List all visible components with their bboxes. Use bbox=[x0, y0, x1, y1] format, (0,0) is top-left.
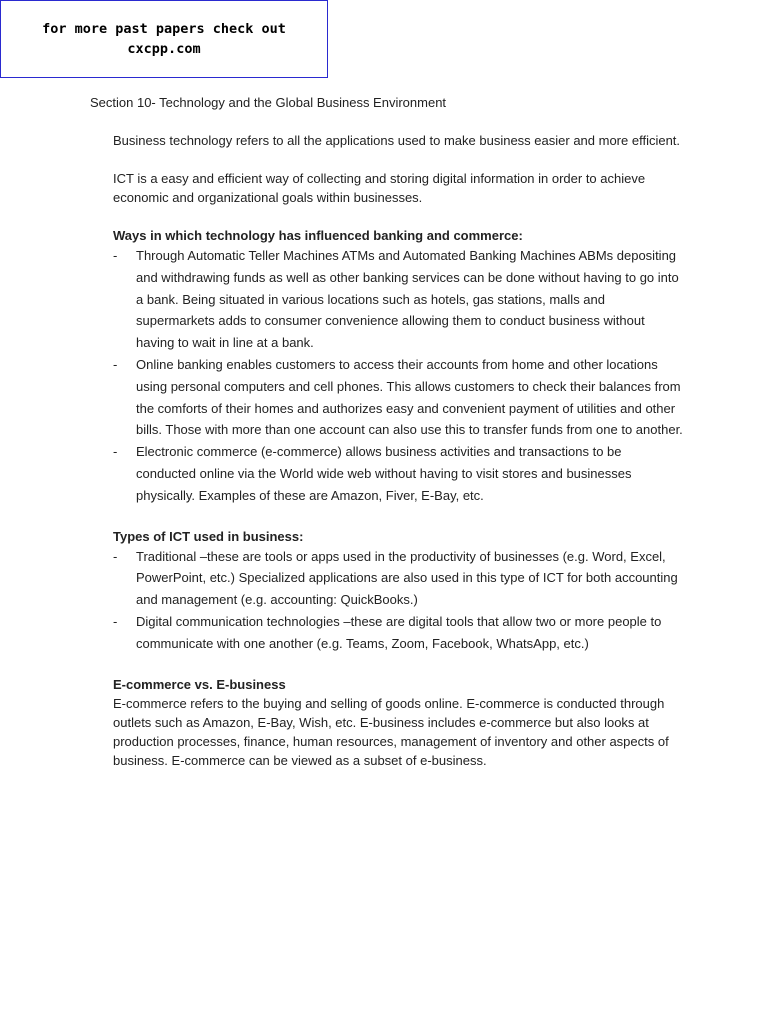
bullet-dash: - bbox=[113, 548, 118, 564]
intro-paragraph-1: Business technology refers to all the applications used to make business easier and more efficient. bbox=[113, 133, 681, 148]
list-item-text: Traditional –these are tools or apps used in the productivity of businesses (e.g. Word, Excel, PowerPoint, etc.) Specialized applications are also used in this type of ICT for both accounting and management (e.g. accounting: QuickBooks.) bbox=[136, 548, 678, 608]
bullet-dash: - bbox=[113, 356, 118, 372]
bullet-dash: - bbox=[113, 613, 118, 629]
intro-paragraph-2: ICT is a easy and efficient way of collecting and storing digital information in order to achieve economic and organizational goals within businesses. bbox=[113, 171, 646, 205]
banking-list bbox=[113, 245, 683, 507]
promo-link[interactable]: cxcpp.com bbox=[127, 41, 201, 57]
document-body bbox=[113, 131, 683, 770]
list-item bbox=[113, 441, 683, 506]
banking-heading: Ways in which technology has influenced banking and commerce: bbox=[113, 228, 523, 243]
section-title: Section 10- Technology and the Global Business Environment bbox=[90, 95, 447, 110]
bullet-dash: - bbox=[113, 248, 118, 263]
bullet-dash: - bbox=[113, 444, 118, 460]
promo-line-1: for more past papers check out bbox=[42, 21, 286, 37]
list-item-text: Online banking enables customers to access their accounts from home and other locations using personal computers and cell phones. This allows customers to check their balances from the comforts of their homes and authorizes easy and convenient payment of utilities and other bills. Those with more than one account can also use this to transfer funds from one to another. bbox=[136, 356, 683, 438]
list-item bbox=[113, 245, 683, 354]
list-item bbox=[113, 354, 683, 441]
list-item bbox=[113, 611, 683, 655]
promo-banner bbox=[0, 0, 328, 78]
list-item-text: Digital communication technologies –these are digital tools that allow two or more people to communicate with one another (e.g. Teams, Zoom, Facebook, WhatsApp, etc.) bbox=[136, 613, 662, 651]
list-item bbox=[113, 546, 683, 611]
ict-types-list bbox=[113, 546, 683, 655]
ecommerce-heading: E-commerce vs. E-business bbox=[113, 676, 286, 692]
ict-types-heading: Types of ICT used in business: bbox=[113, 528, 304, 544]
list-item-text: Electronic commerce (e-commerce) allows business activities and transactions to be conducted online via the World wide web without having to visit stores and businesses physically. Examples of these are Amazon, Fiver, E-Bay, etc. bbox=[136, 444, 632, 503]
list-item-text: Through Automatic Teller Machines ATMs and Automated Banking Machines ABMs depositing and withdrawing funds as well as other banking services can be done without having to go into a bank. Being situated in various locations such as hotels, gas stations, malls and supermarkets adds to consumer convenience allowing them to conduct business without having to wait in line at a bank. bbox=[136, 248, 679, 351]
ecommerce-paragraph: E-commerce refers to the buying and selling of goods online. E-commerce is conducted through outlets such as Amazon, E-Bay, Wish, etc. E-business includes e-commerce but also looks at production processes, finance, human resources, management of inventory and other aspects of business. E-commerce can be viewed as a subset of e-business. bbox=[113, 695, 669, 768]
